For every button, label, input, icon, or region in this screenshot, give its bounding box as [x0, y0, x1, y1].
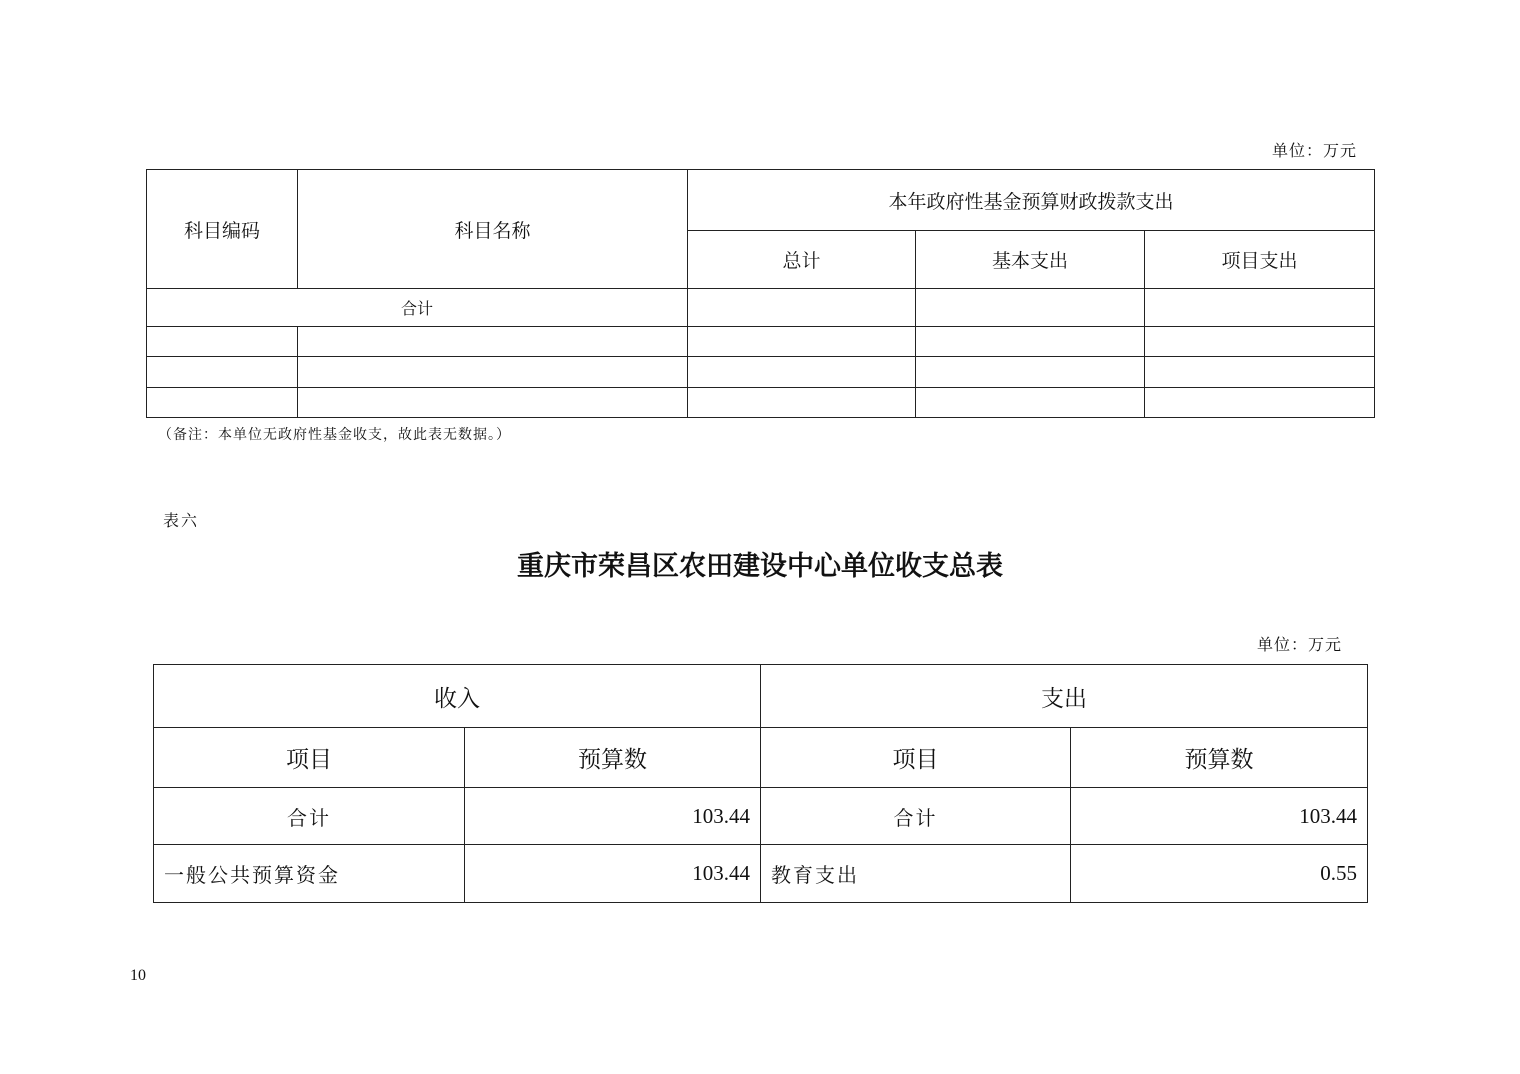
empty-cell — [916, 327, 1145, 357]
government-fund-table — [146, 169, 1375, 418]
income-item-cell: 合计 — [154, 788, 465, 845]
header-subject-name: 科目名称 — [298, 170, 688, 289]
empty-cell — [147, 327, 298, 357]
expense-budget-cell: 0.55 — [1071, 845, 1368, 903]
empty-cell — [688, 289, 916, 327]
expense-budget-cell: 103.44 — [1071, 788, 1368, 845]
empty-cell — [1145, 388, 1375, 418]
empty-cell — [688, 327, 916, 357]
empty-cell — [147, 357, 298, 388]
header-expense-budget: 预算数 — [1071, 728, 1368, 788]
header-income-budget: 预算数 — [465, 728, 761, 788]
table6-label: 表六 — [163, 511, 200, 530]
empty-cell — [298, 327, 688, 357]
empty-cell — [916, 289, 1145, 327]
page-title: 重庆市荣昌区农田建设中心单位收支总表 — [517, 551, 1003, 582]
empty-cell — [1145, 357, 1375, 388]
header-subject-code: 科目编码 — [147, 170, 298, 289]
empty-cell — [688, 357, 916, 388]
income-expenditure-summary-table — [153, 664, 1368, 903]
total-row-label: 合计 — [147, 289, 688, 327]
empty-cell — [1145, 289, 1375, 327]
income-budget-cell: 103.44 — [465, 845, 761, 903]
expense-item-cell: 教育支出 — [761, 845, 1071, 903]
empty-cell — [298, 388, 688, 418]
table-row — [147, 327, 1375, 357]
income-item-cell: 一般公共预算资金 — [154, 845, 465, 903]
header-expense: 支出 — [761, 665, 1368, 728]
expense-item-cell: 合计 — [761, 788, 1071, 845]
empty-cell — [147, 388, 298, 418]
empty-cell — [688, 388, 916, 418]
header-expense-item: 项目 — [761, 728, 1071, 788]
table-row — [147, 357, 1375, 388]
table-row — [147, 289, 1375, 327]
header-fund-expenditure-group: 本年政府性基金预算财政拨款支出 — [688, 170, 1375, 231]
page-number: 10 — [130, 967, 146, 984]
empty-cell — [916, 357, 1145, 388]
header-project-expenditure: 项目支出 — [1145, 231, 1375, 289]
header-income: 收入 — [154, 665, 761, 728]
income-budget-cell: 103.44 — [465, 788, 761, 845]
empty-cell — [298, 357, 688, 388]
table5-note: （备注：本单位无政府性基金收支，故此表无数据。） — [158, 427, 511, 443]
table6-unit-label: 单位：万元 — [1257, 635, 1343, 654]
table-row — [154, 845, 1368, 903]
empty-cell — [1145, 327, 1375, 357]
header-total: 总计 — [688, 231, 916, 289]
empty-cell — [916, 388, 1145, 418]
table-row — [154, 788, 1368, 845]
table5-unit-label: 单位：万元 — [1272, 141, 1358, 160]
header-income-item: 项目 — [154, 728, 465, 788]
header-basic-expenditure: 基本支出 — [916, 231, 1145, 289]
table-row — [147, 388, 1375, 418]
